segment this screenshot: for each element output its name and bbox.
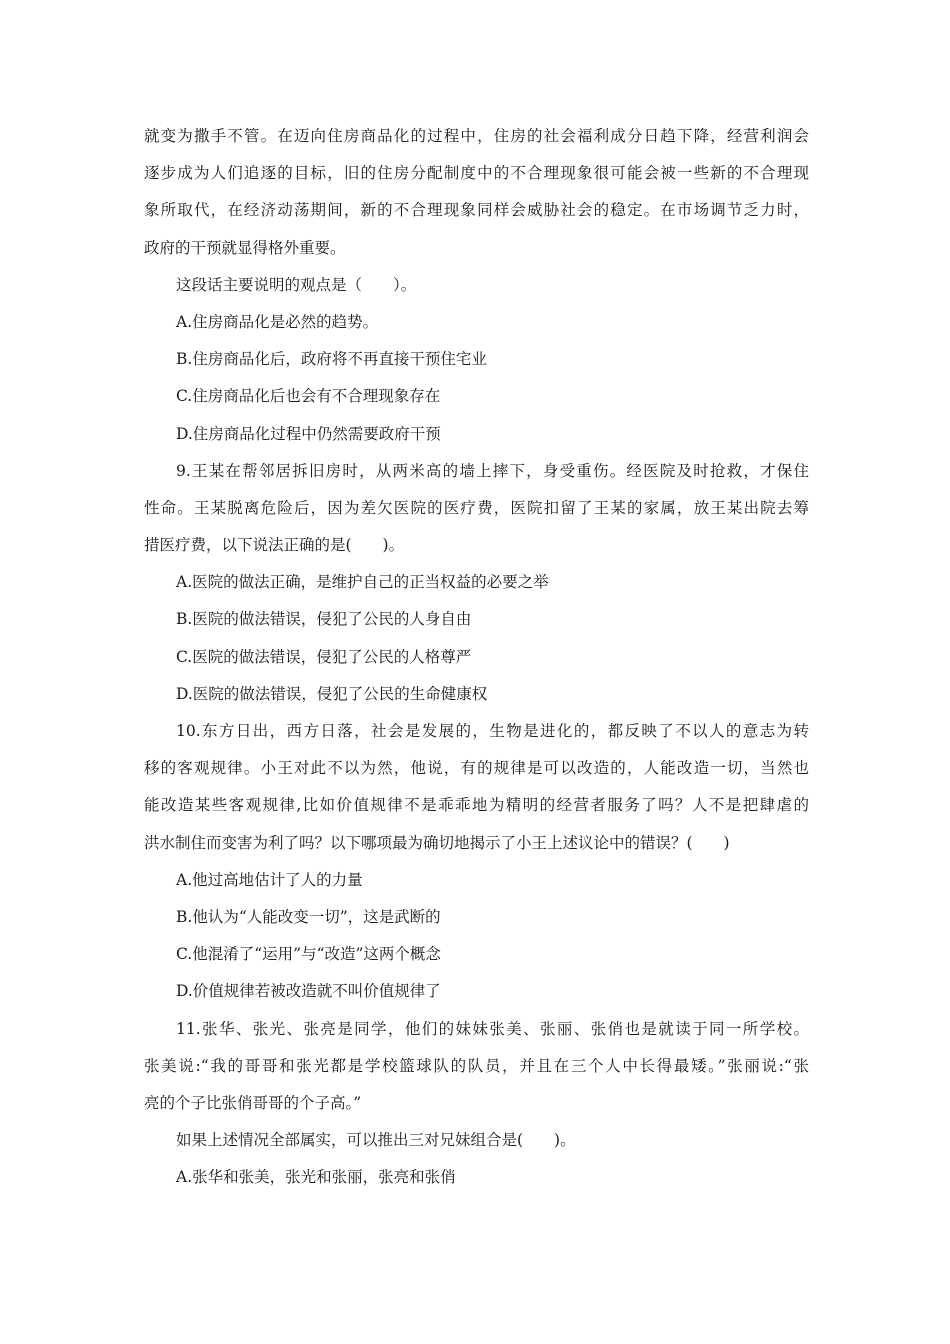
question-11-line: 张美说:“我的哥哥和张光都是学校篮球队的队员，并且在三个人中长得最矮。”张丽说:“张 [144,1056,809,1075]
question-10-line: 10.东方日出，西方日落，社会是发展的，生物是进化的，都反映了不以人的意志为转 [176,722,809,740]
question-8-prompt: 这段话主要说明的观点是（ ）。 [176,275,417,294]
passage-line: 就变为撒手不管。在迈向住房商品化的过程中，住房的社会福利成分日趋下降，经营利润会 [144,127,809,145]
question-9-option-a: A.医院的做法正确，是维护自己的正当权益的必要之举 [176,573,549,592]
question-11-option-a: A.张华和张美，张光和张丽，张亮和张俏 [176,1168,456,1187]
question-11-line: 亮的个子比张俏哥哥的个子高。” [144,1093,362,1112]
question-8-option-c: C.住房商品化后也会有不合理现象存在 [176,387,441,406]
passage-line: 逐步成为人们追逐的目标，旧的住房分配制度中的不合理现象很可能会被一些新的不合理现 [144,164,809,183]
question-10-stem [144,713,809,862]
question-9-option-b: B.医院的做法错误，侵犯了公民的人身自由 [176,610,472,629]
question-10-line: 能改造某些客观规律,比如价值规律不是乖乖地为精明的经营者服务了吗？人不是把肆虐的 [144,796,809,815]
question-9-line: 措医疗费，以下说法正确的是( )。 [144,536,405,555]
question-10-option-c: C.他混淆了“运用”与“改造”这两个概念 [176,945,441,964]
question-9-option-d: D.医院的做法错误，侵犯了公民的生命健康权 [176,684,488,703]
passage-line: 象所取代，在经济动荡期间，新的不合理现象同样会威胁社会的稳定。在市场调节乏力时， [144,201,809,220]
question-11-prompt: 如果上述情况全部属实，可以推出三对兄妹组合是( )。 [176,1131,576,1150]
question-9-line: 性命。王某脱离危险后，因为差欠医院的医疗费，医院扣留了王某的家属，放王某出院去筹 [144,498,809,517]
document-body [144,118,809,1196]
question-8-option-b: B.住房商品化后，政府将不再直接干预住宅业 [176,350,487,369]
question-9-line: 9.王某在帮邻居拆旧房时，从两米高的墙上摔下，身受重伤。经医院及时抢救，才保住 [176,461,809,480]
question-11-stem [144,1011,809,1123]
question-8-option-d: D.住房商品化过程中仍然需要政府干预 [176,424,441,443]
question-9-option-c: C.医院的做法错误，侵犯了公民的人格尊严 [176,647,472,666]
passage-paragraph [144,118,809,267]
question-10-option-d: D.价值规律若被改造就不叫价值规律了 [176,982,441,1001]
question-9-stem [144,453,809,565]
question-11-line: 11.张华、张光、张亮是同学，他们的妹妹张美、张丽、张俏也是就读于同一所学校。 [176,1019,809,1038]
question-10-line: 洪水制住而变害为利了吗？以下哪项最为确切地揭示了小王上述议论中的错误？( ) [144,833,730,852]
question-8-option-a: A.住房商品化是必然的趋势。 [176,312,379,331]
question-10-option-b: B.他认为“人能改变一切”，这是武断的 [176,907,441,926]
passage-line: 政府的干预就显得格外重要。 [144,238,346,257]
question-10-line: 移的客观规律。小王对此不以为然，他说，有的规律是可以改造的，人能改造一切，当然也 [144,759,809,778]
question-10-option-a: A.他过高地估计了人的力量 [176,870,363,889]
